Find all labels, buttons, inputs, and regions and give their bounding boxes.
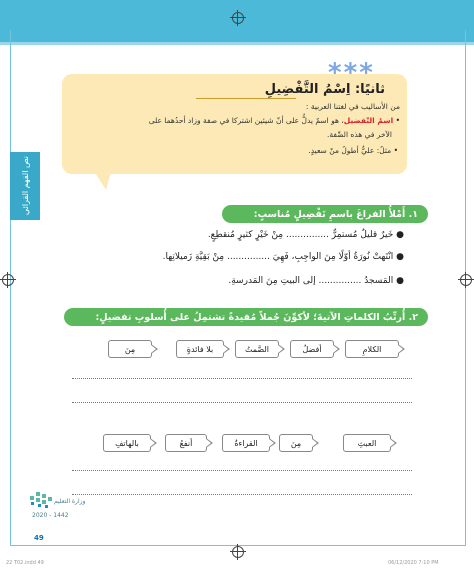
side-tab-label: نص الفهم القرائي [20, 156, 30, 216]
word-card[interactable] [103, 434, 151, 452]
word-card-label: القراءةُ [234, 438, 258, 448]
word-card-label: بالهاتفِ [115, 438, 139, 448]
word-card[interactable] [176, 340, 224, 358]
answer-line[interactable] [72, 494, 412, 495]
word-card-label: الكلامِ [362, 344, 382, 354]
exercise-1-item: ● المَسجدُ ............... إلى البيتِ مِنَ المَدرسةِ. [228, 276, 404, 286]
word-card[interactable] [343, 434, 391, 452]
rule-title-underline [196, 98, 296, 99]
rule-callout-tail [92, 168, 112, 190]
word-card-label: بلا فائدةٍ [186, 344, 214, 354]
answer-line[interactable] [72, 378, 412, 379]
rule-term: اسمُ التّفضيل [343, 116, 394, 125]
rule-title: ثانيًا: اِسْمُ التَّفْضِيلِ [264, 82, 385, 97]
word-card[interactable] [165, 434, 207, 452]
exercise-2-title: ٢. أُرتِّبُ الكلماتِ الآتيةَ؛ لأكوِّنَ جُملاً مُفيدةً تشتمِلُ على أُسلوبِ تفضيلٍ: [95, 311, 418, 323]
exercise-1-item-2-text: انْتَهتْ نُورَةُ أوّلًا مِنَ الواجِبِ، فَهِيَ ............... مِنْ بَقِيَّةِ زَميلاتِها. [162, 252, 394, 262]
exercise-1-header [222, 205, 428, 223]
word-card[interactable] [222, 434, 270, 452]
word-card-label: العبثِ [357, 438, 377, 448]
word-card-label: مِنَ [290, 438, 302, 448]
exercise-1-item: ● انْتَهتْ نُورَةُ أوّلًا مِنَ الواجِبِ، فَهِيَ ............... مِنْ بَقِيَّةِ زَميلاتِها. [162, 252, 404, 262]
exercise-1-item-3-text: المَسجدُ ............... إلى البيتِ مِنَ المَدرسةِ. [228, 276, 394, 286]
rule-definition: • اسمُ التّفضيل، هو اسمٌ يدلُّ على أنّ شيئين اشتركا في صفة وزاد أحدُهما على [148, 116, 400, 125]
section-side-tab [10, 152, 40, 220]
word-card[interactable] [279, 434, 313, 452]
ministry-name: وزارة التعليم [54, 498, 86, 505]
rule-definition-text: ، هو اسمٌ يدلُّ على أنّ شيئين اشتركا في صفة وزاد أحدُهما على [148, 116, 344, 125]
word-card-label: مِنَ [124, 344, 136, 354]
word-card[interactable] [290, 340, 334, 358]
registration-mark [232, 12, 244, 24]
answer-line[interactable] [72, 470, 412, 471]
page-number: 49 [34, 534, 44, 542]
rule-intro: من الأساليب في لغتنا العربية : [305, 102, 400, 111]
rule-example: • مثلٌ: عليٌّ أطولُ منْ سعيدٍ. [308, 146, 398, 155]
exercise-2-header [64, 308, 428, 326]
registration-mark [2, 274, 14, 286]
print-slug-left: 22 T02.indd 49 [6, 560, 44, 566]
edition-year: 2020 - 1442 [32, 512, 69, 519]
stars-decoration: *** [328, 58, 375, 88]
word-card[interactable] [235, 340, 279, 358]
exercise-1-item-1-text: خَيرٌ قليلٌ مُستمِرٌّ ............... مِنْ خَيْرٍ كثيرٍ مُنقطِعٍ. [207, 230, 394, 240]
word-card-label: أنفعُ [179, 438, 193, 448]
rule-example-text: مثلٌ: عليٌّ أطولُ منْ سعيدٍ. [308, 146, 392, 155]
rule-definition-cont: الآخر في هذه الصِّفة. [326, 130, 392, 139]
exercise-1-item: ● خَيرٌ قليلٌ مُستمِرٌّ ............... مِنْ خَيْرٍ كثيرٍ مُنقطِعٍ. [207, 230, 404, 240]
registration-mark [460, 274, 472, 286]
word-card[interactable] [345, 340, 399, 358]
exercise-1-title: ١. أَمْلأُ الفراغَ باسمِ تَفْضِيلٍ مُناسبٍ: [253, 208, 418, 220]
print-slug-right: 06/12/2020 7:10 PM [388, 560, 439, 566]
word-card-label: الصَّمتُ [244, 344, 270, 354]
ministry-logo [28, 488, 88, 524]
answer-line[interactable] [72, 402, 412, 403]
word-card-label: أفضلُ [302, 344, 322, 354]
word-card[interactable] [108, 340, 152, 358]
registration-mark [232, 546, 244, 558]
